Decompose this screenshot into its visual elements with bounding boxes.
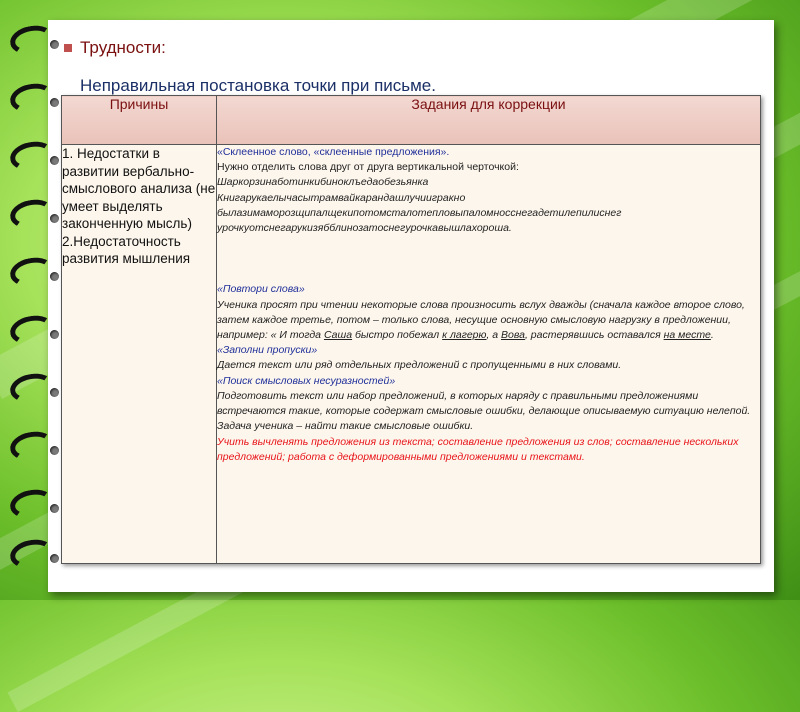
ring-hole: [50, 156, 59, 165]
task1-title: «Склеенное слово, «склеенные предложения».: [217, 146, 450, 158]
ring-hole: [50, 504, 59, 513]
table-row: [62, 145, 761, 564]
task2-word-sasha: Саша: [323, 328, 353, 341]
task2-word-mesto: на месте: [663, 328, 711, 341]
task2-word-lager: к лагерю: [442, 328, 487, 341]
task1-example1: Шаркорзинаботинкибиноклъедаобезьянка: [217, 176, 429, 189]
ring-hole: [50, 330, 59, 339]
cause-1: 1. Недостатки в развитии вербально-смыслового анализа (не умеет выделять законченную мысль): [62, 146, 216, 232]
task1-example2: Книгарукаелычасытрамвайкарандашлучиигракно: [217, 191, 466, 204]
ring-hole: [50, 554, 59, 563]
bullet-icon: [64, 44, 72, 52]
task2-text-mid3: , растерявшись оставался: [524, 328, 661, 341]
ring-hole: [50, 40, 59, 49]
ring-hole: [50, 98, 59, 107]
ring-hole: [50, 272, 59, 281]
spacer: [217, 236, 760, 282]
cause-2: 2.Недостаточность развития мышления: [62, 233, 191, 267]
header-causes: Причины: [62, 96, 217, 145]
ring-hole: [50, 388, 59, 397]
task2-title: «Повтори слова»: [217, 283, 305, 296]
page-title: Трудности:: [80, 38, 166, 57]
page-subtitle: Неправильная постановка точки при письме.: [80, 76, 436, 95]
task2-text-end: .: [710, 328, 714, 341]
causes-cell: [62, 145, 217, 564]
task1-example3: былазимаморозщипалщекипотомсталотепловыпаломносснегадетилепилиснег: [217, 206, 622, 219]
correction-table: [61, 95, 761, 564]
table-header-row: [62, 96, 761, 145]
task4-title: «Поиск смысловых несуразностей»: [217, 374, 396, 387]
task2-text-mid2: , а: [486, 328, 499, 341]
task2-text-mid1: быстро побежал: [354, 328, 440, 341]
task1-text: Нужно отделить слова друг от друга вертикальной черточкой:: [217, 161, 519, 174]
task3-text: Дается текст или ряд отдельных предложений с пропущенными в них словами.: [217, 359, 622, 372]
header-tasks: Задания для коррекции: [217, 96, 761, 145]
task2-text: [217, 298, 760, 344]
task2-text-main: Ученика просят при чтении некоторые слова произносить вслух дважды (сначала каждое второе слово, затем каждое третье, потом – только слова, несущие основную смысловую нагрузку в предложении, например: « И тогда: [217, 298, 745, 341]
ring-hole: [50, 214, 59, 223]
task1-example4: урочкуотснегарукизябблинозатоснегурочкавышлахороша.: [217, 222, 512, 235]
task2-word-vova: Вова: [501, 328, 525, 341]
task4-text: Подготовить текст или набор предложений, в которых наряду с правильными предложениями встречаются такие, которые содержат смысловые ошибки, делающие описываемую ситуацию нелепой. Задача ученика – найти такие смысловые ошибки.: [217, 389, 751, 433]
task3-title: «Заполни пропуски»: [217, 344, 318, 357]
tasks-cell: [217, 145, 761, 564]
ring-hole: [50, 446, 59, 455]
task5-text: Учить вычленять предложения из текста; составление предложения из слов; составление нескольких предложений; работа с деформированными предложениями и текстами.: [217, 435, 739, 463]
